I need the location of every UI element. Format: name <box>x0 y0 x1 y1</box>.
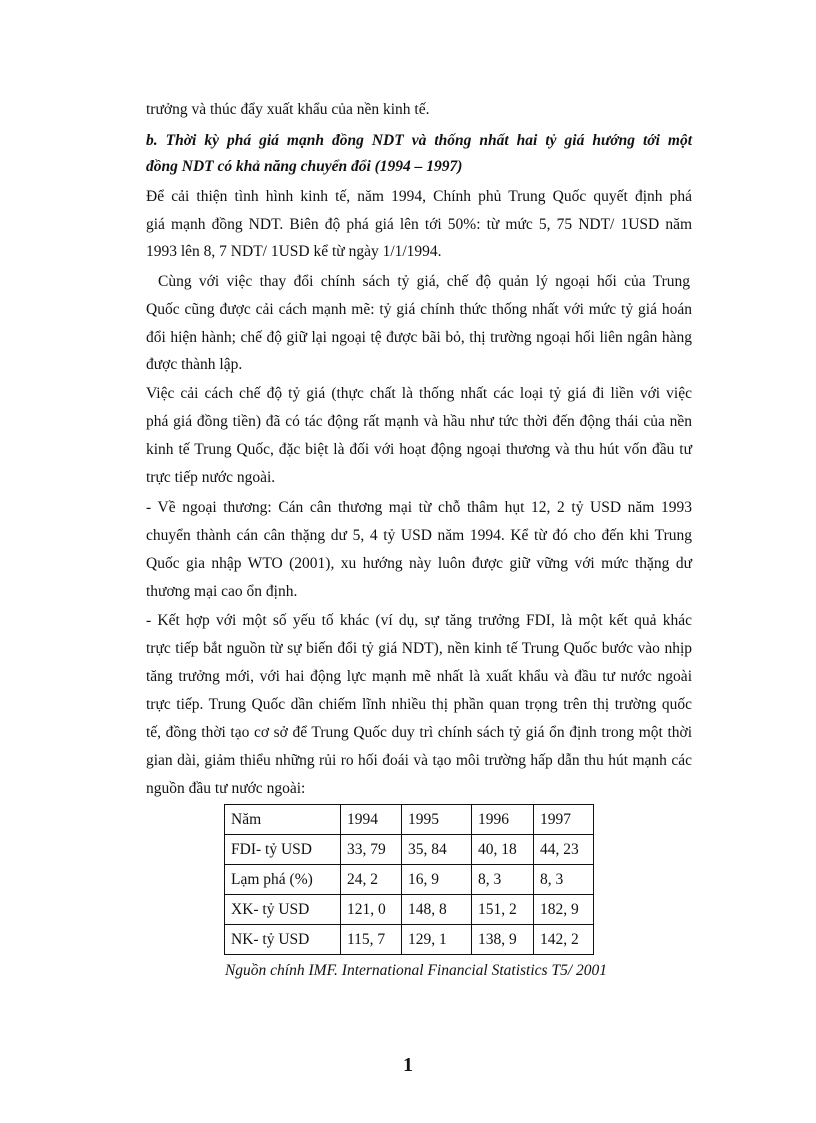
table-cell: 8, 3 <box>472 865 534 895</box>
table-cell: Lạm phá (%) <box>225 865 341 895</box>
paragraph-line: trực tiếp nước ngoài. <box>146 469 276 486</box>
paragraph-line: trực tiếp bắt nguồn từ sự biến đổi tỷ giá NDT), nền kinh tế Trung Quốc bước vào nhịp <box>146 640 692 657</box>
section-heading-cont: đồng NDT có khả năng chuyển đổi (1994 – 1997) <box>146 158 463 175</box>
table-cell: 121, 0 <box>341 895 402 925</box>
page-number: 1 <box>403 1054 413 1076</box>
table-cell: 182, 9 <box>534 895 594 925</box>
paragraph-line: 1993 lên 8, 7 NDT/ 1USD kể từ ngày 1/1/1994. <box>146 243 442 260</box>
table-cell: 142, 2 <box>534 925 594 955</box>
paragraph-line: đổi hiện hành; chế độ giữ lại ngoại tệ được bãi bỏ, thị trường ngoại hối liên ngân hàng <box>146 329 692 346</box>
paragraph-line: Việc cải cách chế độ tỷ giá (thực chất là thống nhất các loại tỷ giá đi liền với việc <box>146 385 692 402</box>
table-header-cell: 1997 <box>534 805 594 835</box>
table-cell: 148, 8 <box>402 895 472 925</box>
paragraph-line: giá mạnh đồng NDT. Biên độ phá giá lên tới 50%: từ mức 5, 75 NDT/ 1USD năm <box>146 216 692 233</box>
table-header-cell: 1996 <box>472 805 534 835</box>
paragraph-line: kinh tế Trung Quốc, đặc biệt là đối với hoạt động ngoại thương và thu hút vốn đầu tư <box>146 441 692 458</box>
table-cell: 129, 1 <box>402 925 472 955</box>
paragraph-line: phá giá đồng tiền) đã có tác động rất mạnh và hầu như tức thời đến động thái của nền <box>146 413 692 430</box>
table-cell: XK- tỷ USD <box>225 895 341 925</box>
paragraph-line: Cùng với việc thay đổi chính sách tỷ giá, chế độ quản lý ngoại hối của Trung <box>158 273 690 290</box>
paragraph-line: nguồn đầu tư nước ngoài: <box>146 780 306 797</box>
statistics-table <box>224 804 594 955</box>
table-cell: 138, 9 <box>472 925 534 955</box>
table-cell: NK- tỷ USD <box>225 925 341 955</box>
table-row <box>225 865 594 895</box>
table-source-caption: Nguồn chính IMF. International Financial Statistics T5/ 2001 <box>224 962 608 979</box>
paragraph-line: Để cải thiện tình hình kinh tế, năm 1994, Chính phủ Trung Quốc quyết định phá <box>146 188 692 205</box>
table-cell: 151, 2 <box>472 895 534 925</box>
paragraph-line: tăng trưởng mới, với hai động lực mạnh mẽ nhất là xuất khẩu và đầu tư nước ngoài <box>146 668 692 685</box>
paragraph-line: trưởng và thúc đẩy xuất khẩu của nền kinh tế. <box>146 101 430 118</box>
table-header-row <box>225 805 594 835</box>
table-header-cell: Năm <box>225 805 341 835</box>
section-heading: b. Thời kỳ phá giá mạnh đồng NDT và thống nhất hai tỷ giá hướng tới một <box>146 132 692 149</box>
table-cell: 24, 2 <box>341 865 402 895</box>
table-cell: 40, 18 <box>472 835 534 865</box>
paragraph-line: được thành lập. <box>146 356 243 373</box>
paragraph-line: Quốc gia nhập WTO (2001), xu hướng này luôn được giữ vững với mức thặng dư <box>146 555 692 572</box>
paragraph-line: - Về ngoại thương: Cán cân thương mại từ chỗ thâm hụt 12, 2 tỷ USD năm 1993 <box>146 499 692 516</box>
table-cell: FDI- tỷ USD <box>225 835 341 865</box>
table-cell: 115, 7 <box>341 925 402 955</box>
table-cell: 16, 9 <box>402 865 472 895</box>
table-cell: 35, 84 <box>402 835 472 865</box>
table-header-cell: 1994 <box>341 805 402 835</box>
table-cell: 8, 3 <box>534 865 594 895</box>
table-row <box>225 895 594 925</box>
paragraph-line: trực tiếp. Trung Quốc dần chiếm lĩnh nhiều thị phần quan trọng trên thị trường quốc <box>146 696 692 713</box>
table-header-cell: 1995 <box>402 805 472 835</box>
table-row <box>225 925 594 955</box>
table-row <box>225 835 594 865</box>
paragraph-line: tế, đồng thời tạo cơ sở để Trung Quốc duy trì chính sách tỷ giá ổn định trong một thời <box>146 724 692 741</box>
table-cell: 44, 23 <box>534 835 594 865</box>
paragraph-line: Quốc cũng được cải cách mạnh mẽ: tỷ giá chính thức thống nhất với mức tỷ giá hoán <box>146 301 692 318</box>
paragraph-line: - Kết hợp với một số yếu tố khác (ví dụ, sự tăng trưởng FDI, là một kết quả khác <box>146 612 692 629</box>
table-cell: 33, 79 <box>341 835 402 865</box>
paragraph-line: gian dài, giảm thiểu những rủi ro hối đoái và tạo môi trường hấp dẫn thu hút mạnh các <box>146 752 692 769</box>
paragraph-line: chuyển thành cán cân thặng dư 5, 4 tỷ USD năm 1994. Kể từ đó cho đến khi Trung <box>146 527 692 544</box>
paragraph-line: thương mại cao ổn định. <box>146 583 298 600</box>
